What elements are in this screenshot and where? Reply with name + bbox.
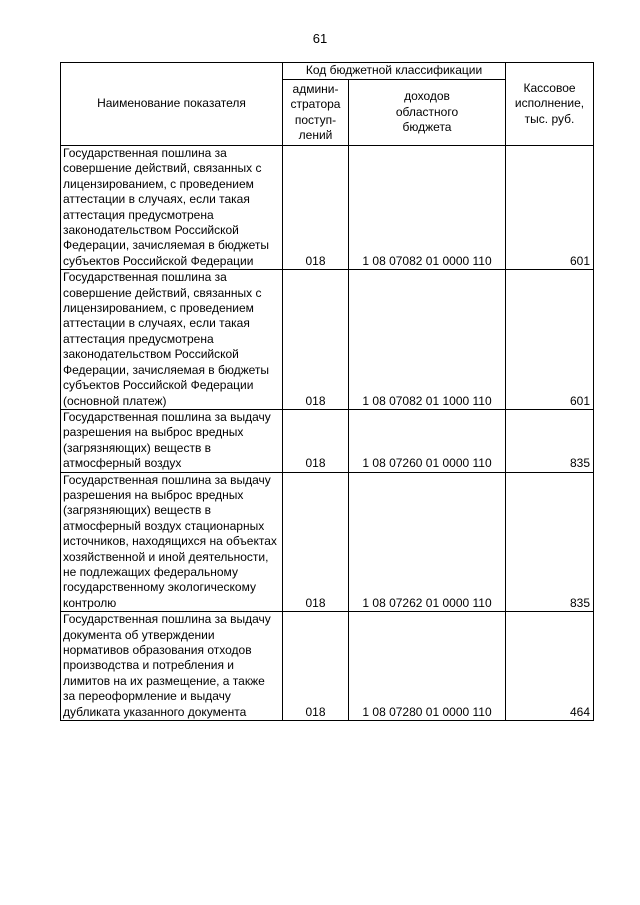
row-budget-code: 1 08 07082 01 0000 110: [349, 146, 506, 270]
page-number: 61: [312, 31, 328, 46]
header-indicator-name: Наименование показателя: [61, 63, 283, 146]
header-regional-budget-revenue: доходов областного бюджета: [349, 80, 506, 146]
row-admin-code: 018: [283, 612, 349, 721]
row-budget-code: 1 08 07280 01 0000 110: [349, 612, 506, 721]
header-row-top: [61, 63, 594, 80]
header-cash-execution: Кассовое исполнение, тыс. руб.: [506, 63, 594, 146]
row-amount: 464: [506, 612, 594, 721]
row-indicator-name: Государственная пошлина за выдачу разрешения на выброс вредных (загрязняющих) веществ в атмосферный воздух: [61, 409, 283, 472]
table-row: [61, 472, 594, 612]
row-indicator-name: Государственная пошлина за совершение действий, связанных с лицензированием, с проведением аттестации в случаях, если такая аттестация предусмотрена законодательством Российской Федерации, зачисляемая в бюджеты субъектов Российской Федерации: [61, 146, 283, 270]
header-budget-classification-code: Код бюджетной классификации: [283, 63, 506, 80]
row-admin-code: 018: [283, 472, 349, 612]
row-indicator-name: Государственная пошлина за совершение действий, связанных с лицензированием, с проведением аттестации в случаях, если такая аттестация предусмотрена законодательством Российской Федерации, зачисляемая в бюджеты субъектов Российской Федерации (основной платеж): [61, 270, 283, 410]
row-amount: 601: [506, 270, 594, 410]
row-amount: 835: [506, 409, 594, 472]
row-admin-code: 018: [283, 146, 349, 270]
row-indicator-name: Государственная пошлина за выдачу документа об утверждении нормативов образования отходов производства и потребления и лимитов на их размещение, а также за переоформление и выдачу дубликата указанного документа: [61, 612, 283, 721]
header-administrator: админи- стратора поступ- лений: [283, 80, 349, 146]
table-row: [61, 270, 594, 410]
table-row: [61, 146, 594, 270]
row-budget-code: 1 08 07260 01 0000 110: [349, 409, 506, 472]
row-budget-code: 1 08 07082 01 1000 110: [349, 270, 506, 410]
row-indicator-name: Государственная пошлина за выдачу разрешения на выброс вредных (загрязняющих) веществ в атмосферный воздух стационарных источников, находящихся на объектах хозяйственной и иной деятельности, не подлежащих федеральному государственному экологическому контролю: [61, 472, 283, 612]
row-budget-code: 1 08 07262 01 0000 110: [349, 472, 506, 612]
row-amount: 835: [506, 472, 594, 612]
row-amount: 601: [506, 146, 594, 270]
table-row: [61, 612, 594, 721]
table-row: [61, 409, 594, 472]
row-admin-code: 018: [283, 409, 349, 472]
budget-revenue-table: [60, 62, 594, 721]
row-admin-code: 018: [283, 270, 349, 410]
